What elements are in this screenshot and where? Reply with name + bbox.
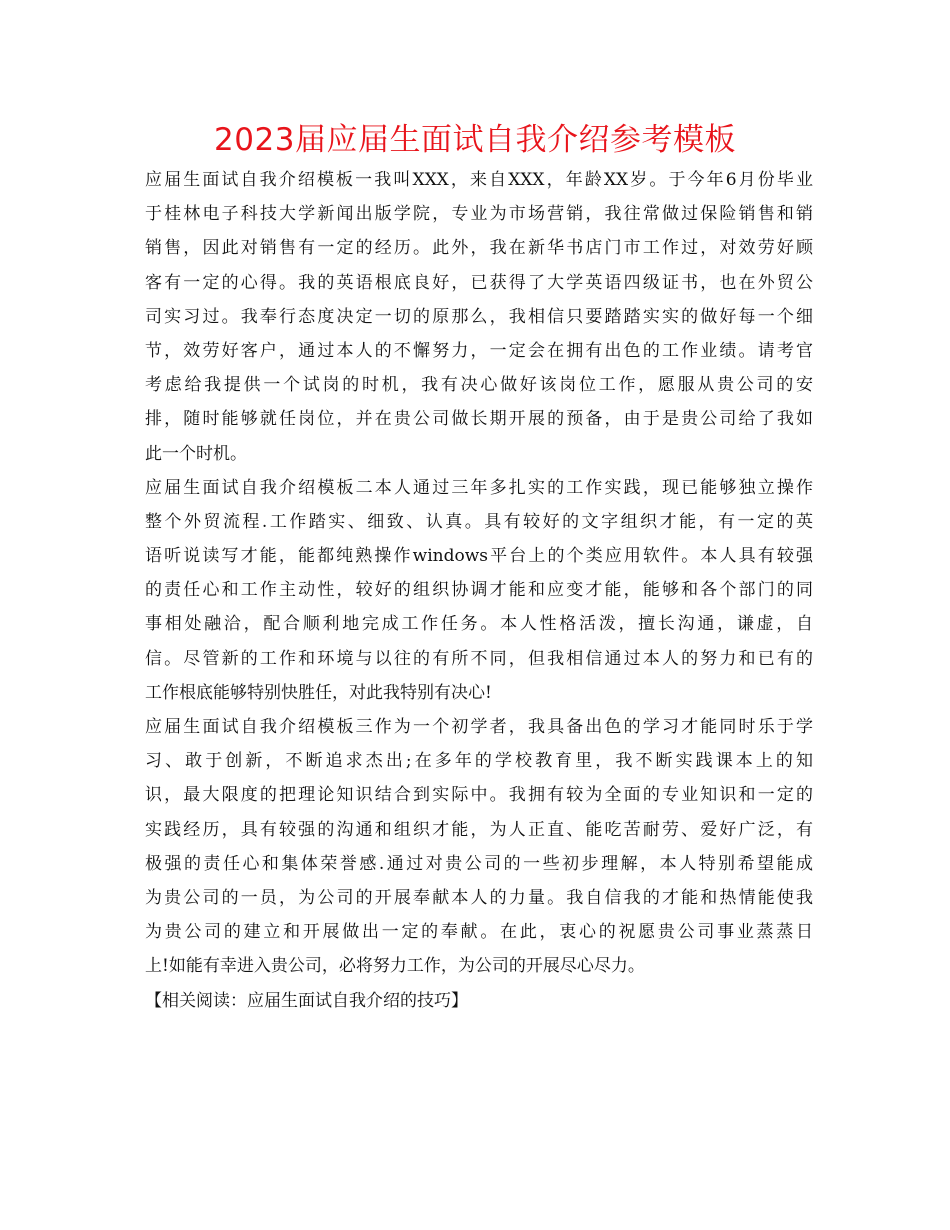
text-line: 司实习过。我奉行态度决定一切的原那么，我相信只要踏踏实实的做好每一个细 bbox=[145, 306, 813, 327]
text-line: 为贵公司的一员，为公司的开展奉献本人的力量。我自信我的才能和热情能使我 bbox=[145, 887, 813, 908]
text-line: 于桂林电子科技大学新闻出版学院，专业为市场营销，我往常做过保险销售和销 bbox=[145, 204, 813, 225]
text-line: 整个外贸流程.工作踏实、细致、认真。具有较好的文字组织才能，有一定的英 bbox=[145, 511, 813, 532]
text-line: 的责任心和工作主动性，较好的组织协调才能和应变才能，能够和各个部门的同 bbox=[145, 580, 813, 601]
text-line: 工作根底能够特别快胜任，对此我特别有决心! bbox=[145, 682, 492, 703]
text-line: 信。尽管新的工作和环境与以往的有所不同，但我相信通过本人的努力和已有的 bbox=[145, 648, 813, 669]
text-line: 此一个时机。 bbox=[145, 443, 247, 464]
text-line: 为贵公司的建立和开展做出一定的奉献。在此，衷心的祝愿贵公司事业蒸蒸日 bbox=[145, 922, 813, 943]
text-line: 上!如能有幸进入贵公司，必将努力工作，为公司的开展尽心尽力。 bbox=[145, 956, 645, 977]
document-title: 2023届应届生面试自我介绍参考模板 bbox=[214, 122, 736, 158]
text-line: 应届生面试自我介绍模板三作为一个初学者，我具备出色的学习才能同时乐于学 bbox=[145, 717, 813, 737]
text-line: 应届生面试自我介绍模板一我叫XXX，来自XXX，年龄XX岁。于今年6月份毕业 bbox=[145, 170, 813, 190]
text-line: 语听说读写才能，能都纯熟操作windows平台上的个类应用软件。本人具有较强 bbox=[145, 546, 813, 567]
text-line: 客有一定的心得。我的英语根底良好，已获得了大学英语四级证书，也在外贸公 bbox=[145, 272, 813, 293]
text-line: 排，随时能够就任岗位，并在贵公司做长期开展的预备，由于是贵公司给了我如 bbox=[145, 409, 813, 430]
text-line: 节，效劳好客户，通过本人的不懈努力，一定会在拥有出色的工作业绩。请考官 bbox=[145, 340, 813, 361]
text-line: 极强的责任心和集体荣誉感.通过对贵公司的一些初步理解，本人特别希望能成 bbox=[145, 853, 813, 874]
text-line: 应届生面试自我介绍模板二本人通过三年多扎实的工作实践，现已能够独立操作 bbox=[145, 477, 813, 498]
text-line: 实践经历，具有较强的沟通和组织才能，为人正直、能吃苦耐劳、爱好广泛，有 bbox=[145, 819, 813, 840]
text-line: 【相关阅读：应届生面试自我介绍的技巧】 bbox=[145, 990, 468, 1011]
text-line: 习、敢于创新，不断追求杰出;在多年的学校教育里，我不断实践课本上的知 bbox=[145, 751, 813, 772]
text-line: 事相处融洽，配合顺利地完成工作任务。本人性格活泼，擅长沟通，谦虚，自 bbox=[145, 614, 813, 635]
text-line: 销售，因此对销售有一定的经历。此外，我在新华书店门市工作过，对效劳好顾 bbox=[145, 238, 813, 259]
document-body bbox=[145, 163, 813, 1018]
text-line: 识，最大限度的把理论知识结合到实际中。我拥有较为全面的专业知识和一定的 bbox=[145, 785, 813, 806]
text-line: 考虑给我提供一个试岗的时机，我有决心做好该岗位工作，愿服从贵公司的安 bbox=[145, 375, 813, 396]
